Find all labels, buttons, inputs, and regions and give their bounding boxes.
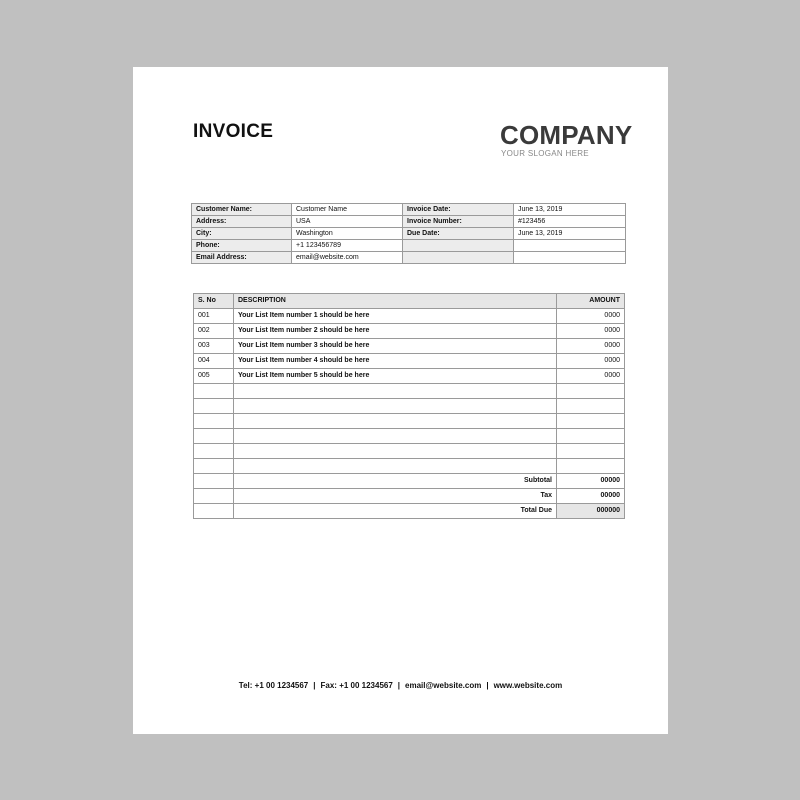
info-row <box>192 204 626 216</box>
summary-row <box>194 504 625 519</box>
company-name: COMPANY <box>500 120 633 150</box>
document-title: INVOICE <box>193 121 274 142</box>
item-amount <box>557 384 625 399</box>
table-row <box>194 459 625 474</box>
summary-spacer <box>194 489 234 504</box>
item-description: Your List Item number 1 should be here <box>234 309 557 324</box>
column-header-description: DESCRIPTION <box>234 294 557 309</box>
item-amount <box>557 459 625 474</box>
info-label: Phone: <box>192 240 292 252</box>
table-row <box>194 369 625 384</box>
customer-info-table <box>191 203 626 264</box>
table-row <box>194 339 625 354</box>
table-row <box>194 384 625 399</box>
info-value: USA <box>292 216 403 228</box>
info-row <box>192 228 626 240</box>
item-sno <box>194 429 234 444</box>
summary-row <box>194 489 625 504</box>
table-row <box>194 414 625 429</box>
column-header-sno: S. No <box>194 294 234 309</box>
item-amount <box>557 399 625 414</box>
info-label: Due Date: <box>403 228 514 240</box>
item-sno <box>194 459 234 474</box>
item-sno: 004 <box>194 354 234 369</box>
info-label: Invoice Date: <box>403 204 514 216</box>
line-items-header-row <box>194 294 625 309</box>
info-value: June 13, 2019 <box>514 204 626 216</box>
info-label: Invoice Number: <box>403 216 514 228</box>
table-row <box>194 309 625 324</box>
footer-email: email@website.com <box>405 681 482 690</box>
invoice-sheet <box>133 67 668 734</box>
item-description: Your List Item number 3 should be here <box>234 339 557 354</box>
info-label: Email Address: <box>192 252 292 264</box>
info-row <box>192 252 626 264</box>
item-description: Your List Item number 5 should be here <box>234 369 557 384</box>
info-row <box>192 216 626 228</box>
info-value: Customer Name <box>292 204 403 216</box>
footer-fax: Fax: +1 00 1234567 <box>320 681 393 690</box>
item-description <box>234 444 557 459</box>
item-amount: 0000 <box>557 369 625 384</box>
item-sno: 005 <box>194 369 234 384</box>
item-amount <box>557 429 625 444</box>
company-slogan: YOUR SLOGAN HERE <box>501 149 589 158</box>
summary-row <box>194 474 625 489</box>
info-value: email@website.com <box>292 252 403 264</box>
item-amount: 0000 <box>557 309 625 324</box>
info-value: Washington <box>292 228 403 240</box>
summary-label: Tax <box>234 489 557 504</box>
item-sno <box>194 444 234 459</box>
info-value: #123456 <box>514 216 626 228</box>
footer-separator: | <box>486 681 489 690</box>
summary-label: Subtotal <box>234 474 557 489</box>
item-amount: 0000 <box>557 324 625 339</box>
footer-website: www.website.com <box>493 681 563 690</box>
summary-value: 00000 <box>557 489 625 504</box>
footer-separator: | <box>313 681 316 690</box>
item-description <box>234 399 557 414</box>
table-row <box>194 399 625 414</box>
item-sno <box>194 414 234 429</box>
item-sno: 003 <box>194 339 234 354</box>
table-row <box>194 429 625 444</box>
info-label: Address: <box>192 216 292 228</box>
item-description: Your List Item number 2 should be here <box>234 324 557 339</box>
item-sno <box>194 399 234 414</box>
table-row <box>194 354 625 369</box>
info-label <box>403 240 514 252</box>
table-row <box>194 444 625 459</box>
info-label <box>403 252 514 264</box>
item-sno <box>194 384 234 399</box>
item-sno: 002 <box>194 324 234 339</box>
item-description <box>234 414 557 429</box>
footer-tel: Tel: +1 00 1234567 <box>238 681 309 690</box>
info-value: June 13, 2019 <box>514 228 626 240</box>
table-row <box>194 324 625 339</box>
item-amount: 0000 <box>557 354 625 369</box>
summary-spacer <box>194 504 234 519</box>
line-items-table <box>193 293 625 519</box>
summary-value: 00000 <box>557 474 625 489</box>
column-header-amount: AMOUNT <box>557 294 625 309</box>
info-row <box>192 240 626 252</box>
info-value <box>514 240 626 252</box>
summary-spacer <box>194 474 234 489</box>
info-label: City: <box>192 228 292 240</box>
summary-label: Total Due <box>234 504 557 519</box>
item-description <box>234 459 557 474</box>
info-value: +1 123456789 <box>292 240 403 252</box>
item-description: Your List Item number 4 should be here <box>234 354 557 369</box>
item-amount <box>557 444 625 459</box>
item-description <box>234 429 557 444</box>
summary-value: 000000 <box>557 504 625 519</box>
item-amount <box>557 414 625 429</box>
contact-footer <box>133 681 668 690</box>
info-label: Customer Name: <box>192 204 292 216</box>
footer-separator: | <box>397 681 401 690</box>
item-amount: 0000 <box>557 339 625 354</box>
item-sno: 001 <box>194 309 234 324</box>
item-description <box>234 384 557 399</box>
info-value <box>514 252 626 264</box>
